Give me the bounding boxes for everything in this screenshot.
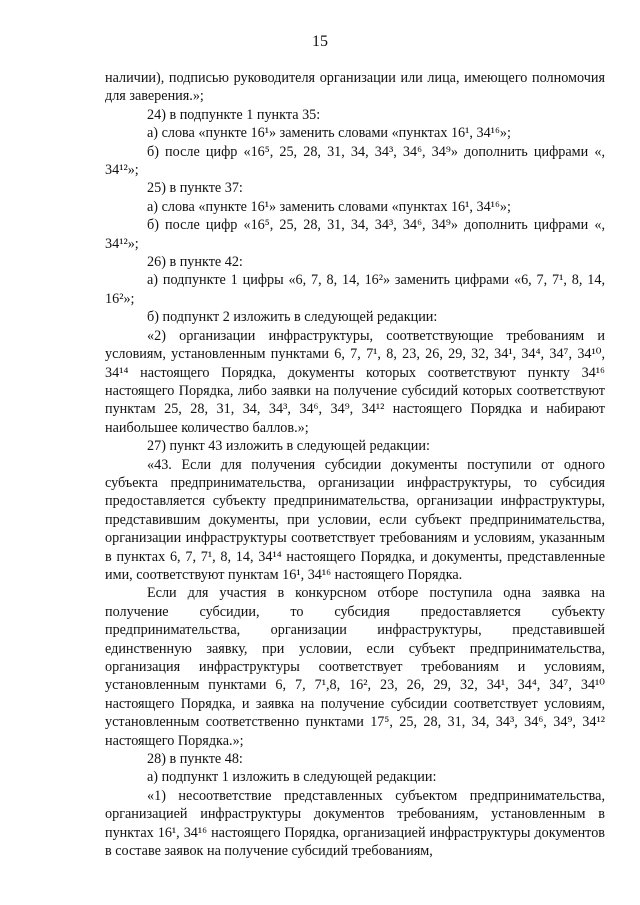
paragraph: «43. Если для получения субсидии документы поступили от одного субъекта предпринимательства, организации инфраструктуры, то субсидия предоставляется субъекту предпринимательства, организации инфраструктуры, представившим документы, при условии, если субъект предпринимательства, организации инфраструктуры соответствует требованиям и условиям, указанным в пунктах 6, 7, 7¹, 8, 14, 34¹⁴ настоящего Порядка, и документы, представленные ими, соответствуют пунктам 16¹, 34¹⁶ настоящего Порядка. (105, 456, 605, 583)
paragraph: Если для участия в конкурсном отборе поступила одна заявка на получение субсидии, то субсидия предоставляется субъекту предпринимательства, организации инфраструктуры, представившей единственную заявку, при условии, если субъект предпринимательства, организация инфраструктуры соответствует требованиям и условиям, установленным пунктами 6, 7, 7¹,8, 16², 23, 26, 29, 32, 34¹, 34⁴, 34⁷, 34¹⁰ настоящего Порядка, и заявка на получение субсидии соответствует условиям, установленным соответственно пунктами 17⁵, 25, 28, 31, 34, 34³, 34⁶, 34⁹, 34¹² настоящего Порядка.»; (105, 585, 605, 749)
paragraph: б) подпункт 2 изложить в следующей редакции: (147, 309, 438, 326)
paragraph: «1) несоответствие представленных субъектом предпринимательства, организацией инфраструктуры документов требованиям, установленным в пунктах 16¹, 34¹⁶ настоящего Порядка, организацией инфраструктуры документов в составе заявок на получение субсидий требованиям, (105, 787, 605, 860)
paragraph: а) слова «пункте 16¹» заменить словами «пунктах 16¹, 34¹⁶»; (147, 198, 511, 215)
paragraph: 24) в подпункте 1 пункта 35: (147, 106, 321, 123)
paragraph: 25) в пункте 37: (147, 180, 243, 197)
paragraph: а) подпункт 1 изложить в следующей редакции: (147, 769, 437, 786)
paragraph: а) подпункте 1 цифры «6, 7, 8, 14, 16²» заменить цифрами «6, 7, 7¹, 8, 14, 16²»; (105, 272, 605, 307)
document-body (105, 69, 605, 860)
paragraph: 26) в пункте 42: (147, 254, 243, 271)
paragraph: а) слова «пункте 16¹» заменить словами «пунктах 16¹, 34¹⁶»; (147, 125, 511, 142)
paragraph: 27) пункт 43 изложить в следующей редакции: (147, 438, 430, 455)
paragraph: 28) в пункте 48: (147, 751, 243, 768)
paragraph: «2) организации инфраструктуры, соответствующие требованиям и условиям, установленным пунктами 6, 7, 7¹, 8, 23, 26, 29, 32, 34¹, 34⁴, 34⁷, 34¹⁰, 34¹⁴ настоящего Порядка, документы которых соответствуют пункту 34¹⁶ настоящего Порядка, либо заявки на получение субсидий которых соответствуют пунктам 25, 28, 31, 34, 34³, 34⁶, 34⁹, 34¹² настоящего Порядка и набирают наибольшее количество баллов.»; (105, 327, 605, 436)
paragraph: б) после цифр «16⁵, 25, 28, 31, 34, 34³, 34⁶, 34⁹» дополнить цифрами «, 34¹²»; (105, 217, 605, 252)
paragraph: б) после цифр «16⁵, 25, 28, 31, 34, 34³, 34⁶, 34⁹» дополнить цифрами «, 34¹²»; (105, 143, 605, 179)
page-number: 15 (312, 33, 328, 50)
paragraph: наличии), подписью руководителя организации или лица, имеющего полномочия для заверения.»; (105, 70, 605, 105)
